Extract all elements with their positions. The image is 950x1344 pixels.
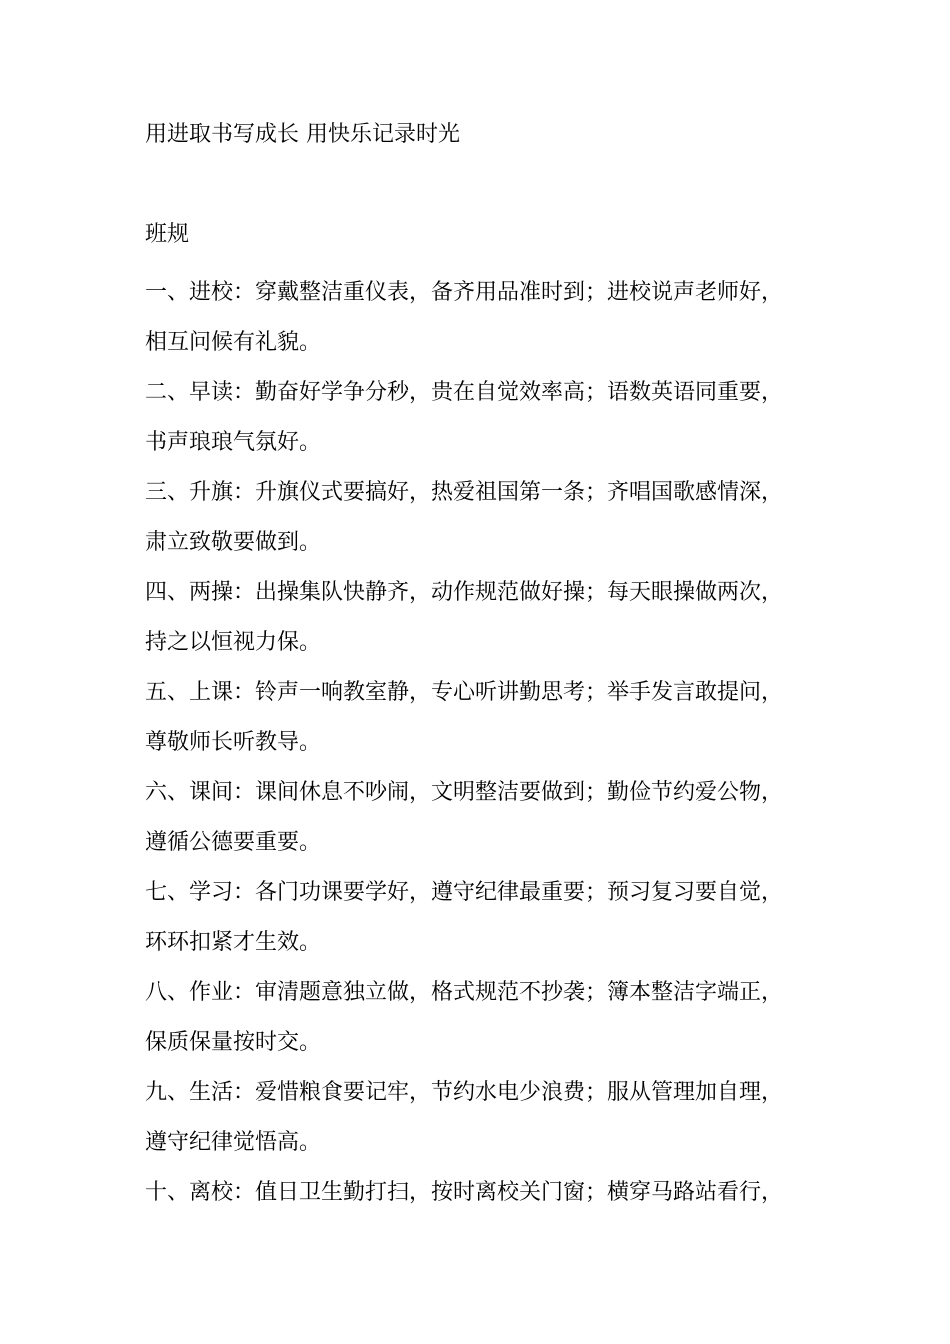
rule-line: 七、学习：各门功课要学好，遵守纪律最重要；预习复习要自觉， <box>145 880 784 905</box>
rule-item-2 <box>145 368 815 468</box>
rule-item-5 <box>145 668 815 768</box>
rule-line: 九、生活：爱惜粮食要记牢，节约水电少浪费；服从管理加自理， <box>145 1080 784 1105</box>
rule-line-continued: 相互问候有礼貌。 <box>145 330 322 355</box>
rule-line-continued: 保质保量按时交。 <box>145 1030 322 1055</box>
rule-line: 八、作业：审清题意独立做，格式规范不抄袭；簿本整洁字端正， <box>145 980 784 1005</box>
rule-line: 十、离校：值日卫生勤打扫，按时离校关门窗；横穿马路站看行， <box>145 1180 784 1205</box>
rule-line-continued: 尊敬师长听教导。 <box>145 730 322 755</box>
section-title: 班规 <box>145 222 190 247</box>
rule-item-10 <box>145 1168 815 1268</box>
rule-item-1 <box>145 268 815 368</box>
rule-item-3 <box>145 468 815 568</box>
rule-line: 三、升旗：升旗仪式要搞好，热爱祖国第一条；齐唱国歌感情深， <box>145 480 784 505</box>
rule-line-continued <box>145 1218 815 1268</box>
rule-line-continued: 书声琅琅气氛好。 <box>145 430 322 455</box>
rule-line-continued: 肃立致敬要做到。 <box>145 530 322 555</box>
rule-line-continued: 遵循公德要重要。 <box>145 830 322 855</box>
rule-item-8 <box>145 968 815 1068</box>
class-rules-list <box>145 268 815 1268</box>
rule-line: 五、上课：铃声一响教室静，专心听讲勤思考；举手发言敢提问， <box>145 680 784 705</box>
rule-line-continued: 遵守纪律觉悟高。 <box>145 1130 322 1155</box>
rule-line: 一、进校：穿戴整洁重仪表，备齐用品准时到；进校说声老师好， <box>145 280 784 305</box>
rule-item-9 <box>145 1068 815 1168</box>
rule-item-4 <box>145 568 815 668</box>
rule-line: 四、两操：出操集队快静齐，动作规范做好操；每天眼操做两次， <box>145 580 784 605</box>
rule-line: 六、课间：课间休息不吵闹，文明整洁要做到；勤俭节约爱公物， <box>145 780 784 805</box>
motto-heading: 用进取书写成长 用快乐记录时光 <box>145 122 460 147</box>
rule-line-continued: 持之以恒视力保。 <box>145 630 322 655</box>
rule-item-7 <box>145 868 815 968</box>
rule-item-6 <box>145 768 815 868</box>
rule-line-continued: 环环扣紧才生效。 <box>145 930 322 955</box>
rule-line: 二、早读：勤奋好学争分秒，贵在自觉效率高；语数英语同重要， <box>145 380 784 405</box>
